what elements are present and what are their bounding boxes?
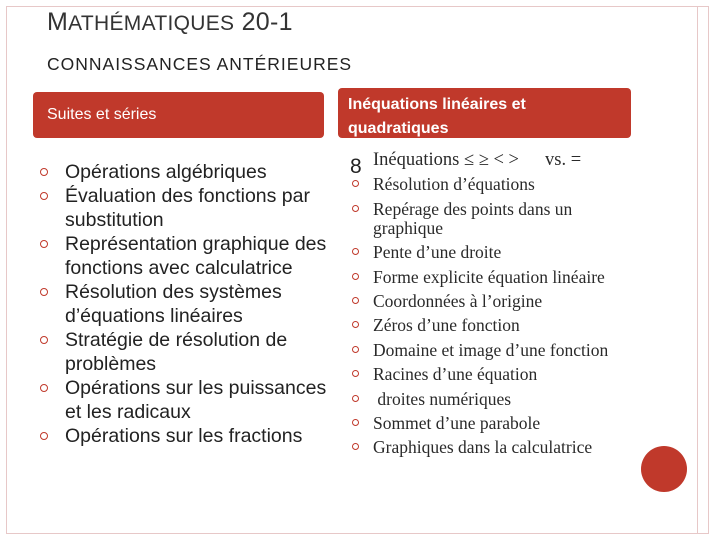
- bullet-icon: [352, 395, 359, 402]
- list-item-label: Résolution d’équations: [373, 174, 535, 195]
- list-item-label: Pente d’une droite: [373, 242, 502, 263]
- list-item: [350, 414, 640, 433]
- list-item: [350, 438, 640, 457]
- list-item: [40, 232, 330, 280]
- first-item-glyph: 8: [350, 155, 362, 178]
- bullet-icon: [352, 273, 359, 280]
- list-item: [40, 184, 330, 232]
- slide-title: [47, 8, 293, 37]
- bullet-icon: [352, 321, 359, 328]
- list-item-label: Graphiques dans la calculatrice: [373, 437, 593, 458]
- list-item: [40, 376, 330, 424]
- right-topic-list: [350, 151, 640, 463]
- list-item: [350, 243, 640, 262]
- bullet-icon: [40, 168, 48, 176]
- right-header-line2: quadratiques: [348, 120, 449, 137]
- bullet-icon: [352, 205, 359, 212]
- list-item: [40, 424, 330, 448]
- bullet-icon: [40, 192, 48, 200]
- list-item: [350, 316, 640, 335]
- list-item: [40, 328, 330, 376]
- bullet-icon: [352, 419, 359, 426]
- list-item-label: Représentation graphique des fonctions avec calculatrice: [65, 233, 327, 279]
- list-item-label: Opérations algébriques: [65, 161, 267, 183]
- bullet-icon: [352, 180, 359, 187]
- list-item: [350, 390, 640, 409]
- title-initial: M: [47, 8, 69, 36]
- bullet-icon: [40, 432, 48, 440]
- list-item-label: Inéquations ≤ ≥ < >: [373, 150, 519, 170]
- list-item-label: Stratégie de résolution de problèmes: [65, 329, 288, 375]
- title-number: 20-1: [241, 8, 293, 36]
- list-item-label: Opérations sur les puissances et les radicaux: [65, 377, 327, 423]
- list-item: [350, 150, 640, 178]
- list-item-label: Évaluation des fonctions par substitution: [65, 185, 310, 231]
- right-header-line1: Inéquations linéaires et: [348, 96, 526, 113]
- list-item-label: Repérage des points dans un graphique: [373, 198, 573, 238]
- bullet-icon: [40, 288, 48, 296]
- list-item-label: Racines d’une équation: [373, 364, 538, 385]
- decorative-circle: [641, 446, 687, 492]
- bullet-icon: [40, 384, 48, 392]
- bullet-icon: [352, 346, 359, 353]
- list-item-label: Forme explicite équation linéaire: [373, 266, 605, 287]
- list-item-label: Coordonnées à l’origine: [373, 290, 543, 311]
- list-item: [350, 365, 640, 384]
- list-item: [40, 280, 330, 328]
- left-topic-list: [40, 160, 330, 448]
- list-item-label: Zéros d’une fonction: [373, 315, 520, 336]
- list-item-label: Domaine et image d’une fonction: [373, 339, 609, 360]
- bullet-icon: [352, 297, 359, 304]
- slide-frame-right-rule: [697, 6, 709, 534]
- list-item: [350, 341, 640, 360]
- slide-subtitle: CONNAISSANCES ANTÉRIEURES: [47, 54, 353, 74]
- title-rest: ATHÉMATIQUES: [68, 12, 235, 35]
- list-item: [350, 175, 640, 194]
- left-column-header: Suites et séries: [33, 92, 324, 138]
- list-item: [350, 292, 640, 311]
- bullet-icon: [40, 240, 48, 248]
- list-item: [350, 200, 640, 238]
- bullet-icon: [352, 370, 359, 377]
- list-item: [350, 268, 640, 287]
- list-item-suffix: vs. =: [545, 150, 582, 170]
- list-item: [40, 160, 330, 184]
- list-item-label: Résolution des systèmes d’équations linéaires: [65, 281, 282, 327]
- list-item-label: Sommet d’une parabole: [373, 412, 541, 433]
- list-item-label: droites numériques: [373, 388, 512, 409]
- bullet-icon: [40, 336, 48, 344]
- bullet-icon: [352, 248, 359, 255]
- bullet-icon: [352, 443, 359, 450]
- right-column-header: [338, 88, 631, 138]
- list-item-label: Opérations sur les fractions: [65, 425, 303, 447]
